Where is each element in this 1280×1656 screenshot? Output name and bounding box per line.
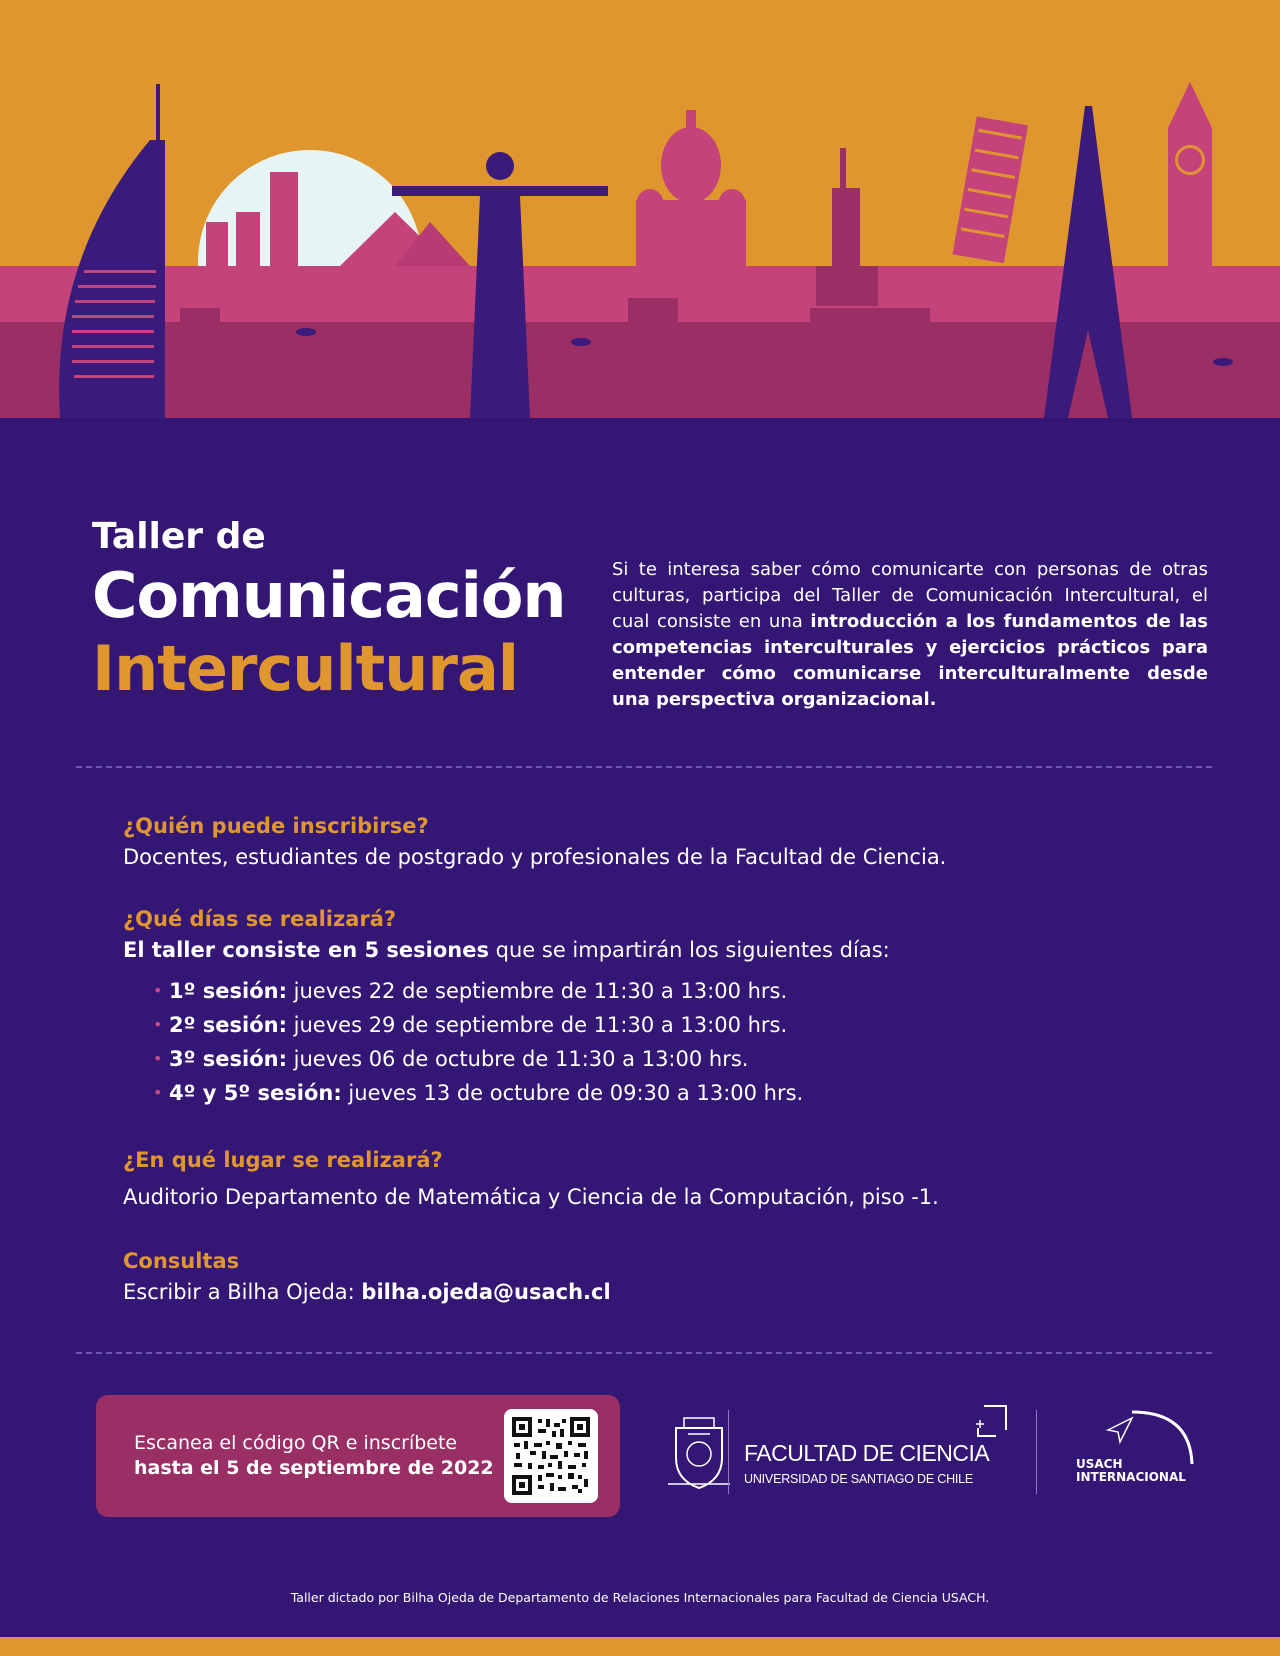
section-when bbox=[123, 904, 1123, 1110]
intro-paragraph bbox=[612, 557, 1208, 713]
when-question: ¿Qué días se realizará? bbox=[123, 907, 397, 931]
footer-note: Taller dictado por Bilha Ojeda de Departamento de Relaciones Internacionales para Facultad de Ciencia USACH. bbox=[290, 1590, 990, 1605]
expand-frame-icon bbox=[976, 1404, 1008, 1438]
intro-text: Si te interesa saber cómo comunicarte con personas de otras culturas, participa del Taller de Comunicación Intercultural, el cual consiste en una bbox=[612, 559, 1208, 632]
university-name: UNIVERSIDAD DE SANTIAGO DE CHILE bbox=[744, 1472, 974, 1486]
qr-code[interactable] bbox=[504, 1409, 598, 1503]
paper-plane-icon bbox=[1108, 1418, 1132, 1442]
qr-code-icon bbox=[512, 1417, 590, 1495]
university-crest-icon bbox=[664, 1414, 734, 1494]
workshop-title bbox=[92, 515, 592, 705]
divider-top bbox=[76, 766, 1212, 768]
bullet-icon: • bbox=[153, 1015, 163, 1034]
session-item bbox=[123, 1008, 1123, 1042]
session-detail: jueves 29 de septiembre de 11:30 a 13:00 hrs. bbox=[286, 1013, 788, 1037]
contact-email-link[interactable]: bilha.ojeda@usach.cl bbox=[361, 1280, 611, 1304]
usach-internacional-logo bbox=[1072, 1408, 1202, 1498]
session-detail: jueves 13 de octubre de 09:30 a 13:00 hrs. bbox=[341, 1081, 804, 1105]
intro-text-bold: introducción a los fundamentos de las competencias interculturales y ejercicios prácticos para entender cómo comunicarse interculturalmente desde una perspectiva organizacional. bbox=[612, 611, 1208, 710]
section-who bbox=[123, 811, 1123, 873]
where-answer: Auditorio Departamento de Matemática y Ciencia de la Computación, piso -1. bbox=[123, 1185, 939, 1209]
faculty-logo bbox=[660, 1404, 1020, 1510]
usach-label: USACH bbox=[1076, 1457, 1123, 1471]
divider-bottom bbox=[76, 1352, 1212, 1354]
session-item bbox=[123, 974, 1123, 1008]
title-line-1: Taller de bbox=[92, 516, 266, 557]
contact-prefix: Escribir a Bilha Ojeda: bbox=[123, 1280, 362, 1304]
bullet-icon: • bbox=[153, 1083, 163, 1102]
footer-bar bbox=[0, 1637, 1280, 1656]
who-answer: Docentes, estudiantes de postgrado y profesionales de la Facultad de Ciencia. bbox=[123, 845, 947, 869]
registration-deadline: hasta el 5 de septiembre de 2022 bbox=[134, 1457, 494, 1479]
bullet-icon: • bbox=[153, 981, 163, 1000]
contact-line bbox=[123, 1276, 1123, 1308]
session-item bbox=[123, 1076, 1123, 1110]
logo-separator bbox=[1036, 1410, 1037, 1494]
session-label: 3º sesión: bbox=[169, 1047, 287, 1071]
logo-separator bbox=[728, 1410, 729, 1494]
title-line-2: Comunicación bbox=[92, 559, 566, 632]
skyline-banner bbox=[0, 0, 1280, 418]
internacional-label: INTERNACIONAL bbox=[1076, 1470, 1186, 1484]
session-label: 1º sesión: bbox=[169, 979, 287, 1003]
when-answer-text: que se impartirán los siguientes días: bbox=[488, 938, 890, 962]
when-answer bbox=[123, 934, 1123, 966]
section-where bbox=[123, 1145, 1123, 1213]
session-detail: jueves 06 de octubre de 11:30 a 13:00 hrs. bbox=[286, 1047, 749, 1071]
session-label: 4º y 5º sesión: bbox=[169, 1081, 342, 1105]
session-list bbox=[123, 974, 1123, 1110]
registration-line-1: Escanea el código QR e inscríbete bbox=[134, 1432, 458, 1454]
session-detail: jueves 22 de septiembre de 11:30 a 13:00 hrs. bbox=[286, 979, 788, 1003]
title-line-3: Intercultural bbox=[92, 632, 519, 705]
faculty-name: FACULTAD DE CIENCIA bbox=[744, 1440, 990, 1466]
where-question: ¿En qué lugar se realizará? bbox=[123, 1148, 443, 1172]
skyline-illustration bbox=[0, 0, 1280, 418]
registration-box bbox=[96, 1395, 620, 1517]
session-item bbox=[123, 1042, 1123, 1076]
bullet-icon: • bbox=[153, 1049, 163, 1068]
session-label: 2º sesión: bbox=[169, 1013, 287, 1037]
registration-text bbox=[134, 1431, 494, 1481]
who-question: ¿Quién puede inscribirse? bbox=[123, 814, 429, 838]
contact-title: Consultas bbox=[123, 1249, 240, 1273]
when-answer-bold: El taller consiste en 5 sesiones bbox=[123, 938, 489, 962]
section-contact bbox=[123, 1246, 1123, 1308]
